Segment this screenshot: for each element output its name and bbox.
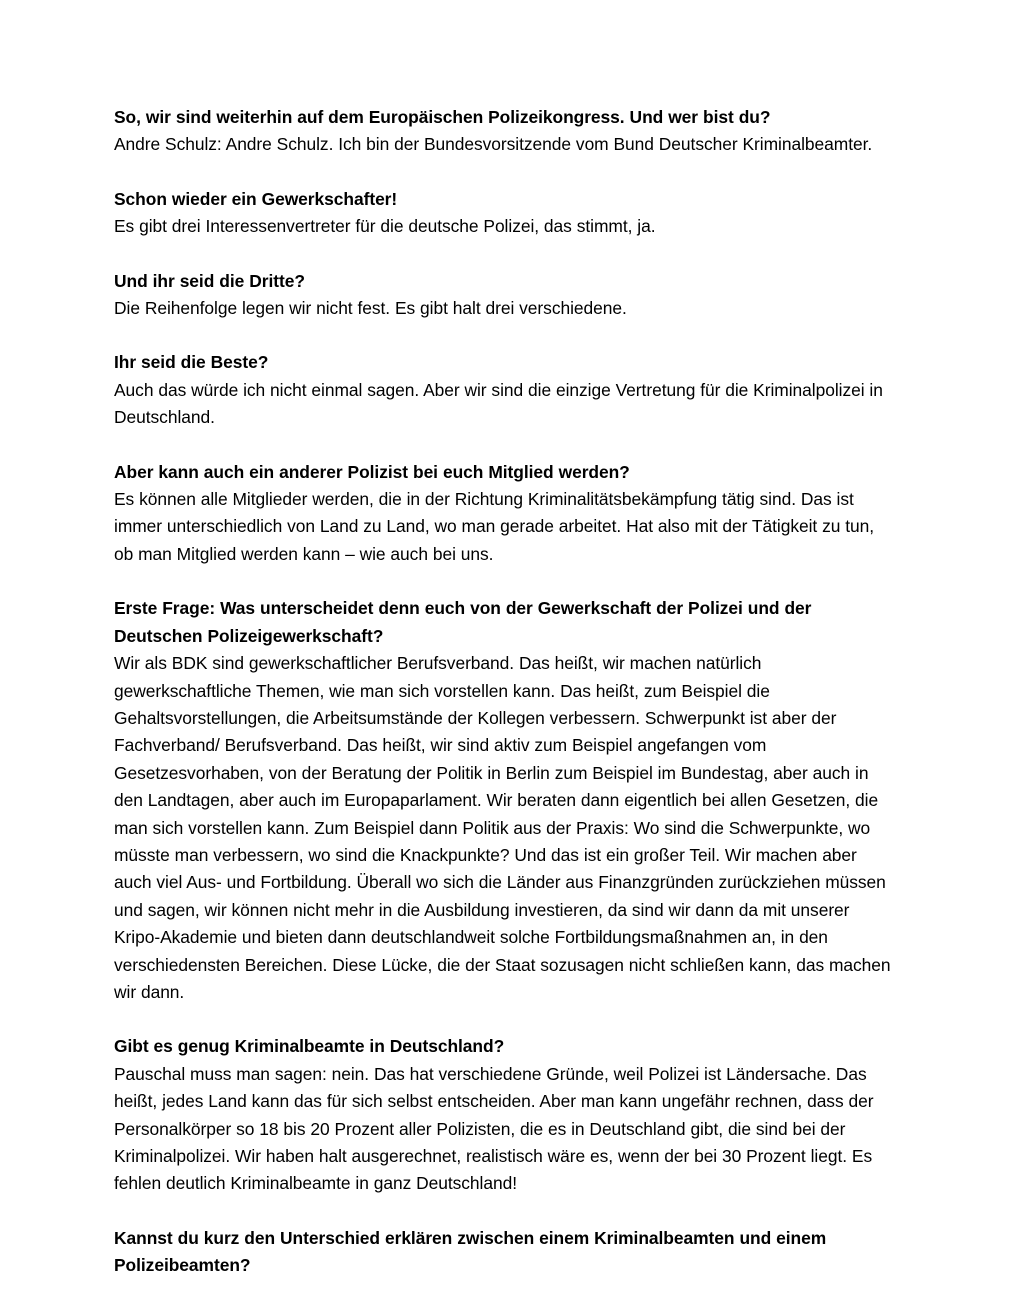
- qa-block: [114, 186, 893, 241]
- answer-text: Wir als BDK sind gewerkschaftlicher Berufsverband. Das heißt, wir machen natürlich gewerkschaftliche Themen, wie man sich vorstellen kann. Das heißt, zum Beispiel die Gehaltsvorstellungen, die Arbeitsumstände der Kollegen verbessern. Schwerpunkt ist aber der Fachverband/ Berufsverband. Das heißt, wir sind aktiv zum Beispiel angefangen vom Gesetzesvorhaben, von der Beratung der Politik in Berlin zum Beispiel im Bundestag, aber auch in den Landtagen, aber auch im Europaparlament. Wir beraten dann eigentlich bei allen Gesetzen, die man sich vorstellen kann. Zum Beispiel dann Politik aus der Praxis: Wo sind die Schwerpunkte, wo müsste man verbessern, wo sind die Knackpunkte? Und das ist ein großer Teil. Wir machen aber auch viel Aus- und Fortbildung. Überall wo sich die Länder aus Finanzgründen zurückziehen müssen und sagen, wir können nicht mehr in die Ausbildung investieren, da sind wir dann da mit unserer Kripo-Akademie und bieten dann deutschlandweit solche Fortbildungsmaßnahmen an, in den verschiedensten Bereichen. Diese Lücke, die der Staat sozusagen nicht schließen kann, das machen wir dann.: [114, 653, 891, 1002]
- transcript-body: [114, 104, 893, 1280]
- question-text: Ihr seid die Beste?: [114, 352, 269, 373]
- qa-block: [114, 104, 893, 159]
- qa-block: [114, 349, 893, 431]
- qa-block: [114, 1225, 893, 1280]
- answer-text: Es können alle Mitglieder werden, die in der Richtung Kriminalitätsbekämpfung tätig sind. Das ist immer unterschiedlich von Land zu Land, wo man gerade arbeitet. Hat also mit der Tätigkeit zu tun, ob man Mitglied werden kann – wie auch bei uns.: [114, 489, 875, 564]
- question-text: Gibt es genug Kriminalbeamte in Deutschland?: [114, 1036, 505, 1057]
- answer-text: Die Reihenfolge legen wir nicht fest. Es gibt halt drei verschiedene.: [114, 298, 627, 319]
- answer-text: Andre Schulz: Andre Schulz. Ich bin der Bundesvorsitzende vom Bund Deutscher Kriminalbeamter.: [114, 134, 873, 155]
- qa-block: [114, 459, 893, 569]
- question-text: Und ihr seid die Dritte?: [114, 270, 305, 291]
- question-text: Kannst du kurz den Unterschied erklären zwischen einem Kriminalbeamten und einem Polizeibeamten?: [114, 1227, 827, 1276]
- question-text: Aber kann auch ein anderer Polizist bei euch Mitglied werden?: [114, 461, 630, 482]
- qa-block: [114, 268, 893, 323]
- answer-text: Auch das würde ich nicht einmal sagen. Aber wir sind die einzige Vertretung für die Kriminalpolizei in Deutschland.: [114, 379, 883, 428]
- answer-text: Pauschal muss man sagen: nein. Das hat verschiedene Gründe, weil Polizei ist Ländersache. Das heißt, jedes Land kann das für sich selbst entscheiden. Aber man kann ungefähr rechnen, dass der Personalkörper so 18 bis 20 Prozent aller Polizisten, die es in Deutschland gibt, die sind bei der Kriminalpolizei. Wir haben halt ausgerechnet, realistisch wäre es, wenn der bei 30 Prozent liegt. Es fehlen deutlich Kriminalbeamte in ganz Deutschland!: [114, 1063, 874, 1194]
- qa-block: [114, 1033, 893, 1197]
- question-text: Schon wieder ein Gewerkschafter!: [114, 188, 398, 209]
- question-text: So, wir sind weiterhin auf dem Europäischen Polizeikongress. Und wer bist du?: [114, 107, 771, 127]
- qa-block: [114, 595, 893, 1006]
- question-text: Erste Frage: Was unterscheidet denn euch von der Gewerkschaft der Polizei und der Deutschen Polizeigewerkschaft?: [114, 598, 812, 646]
- answer-text: Es gibt drei Interessenvertreter für die deutsche Polizei, das stimmt, ja.: [114, 216, 656, 237]
